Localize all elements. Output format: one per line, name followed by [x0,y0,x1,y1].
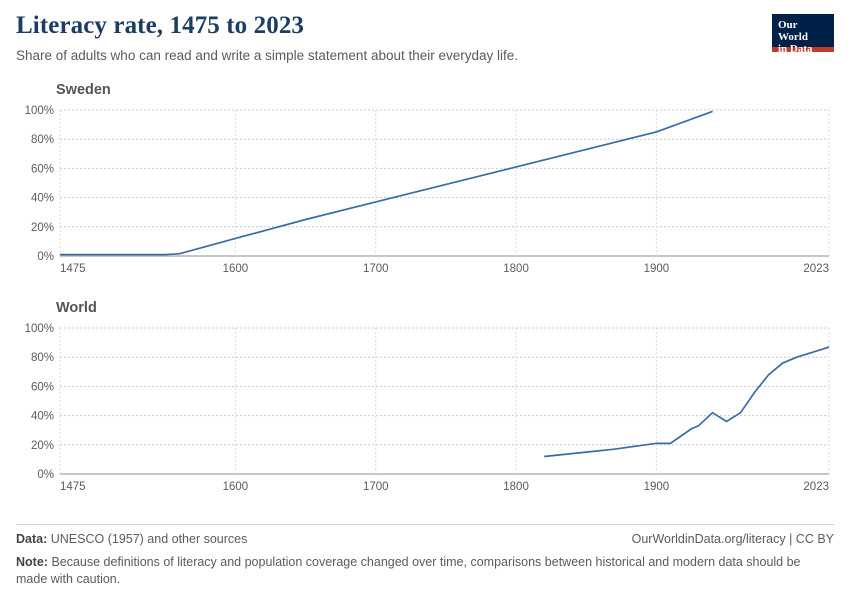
footer-divider [16,524,834,525]
plot-area-world [16,320,834,500]
x-tick-label: 1600 [222,481,249,493]
chart-header [16,12,756,64]
y-tick-label: 100% [24,105,54,117]
note-text: Because definitions of literacy and population coverage changed over time, comparisons between historical and modern data should be made with caution. [16,555,801,586]
chart-panel-sweden [16,82,834,282]
panel-title-sweden: Sweden [56,82,111,98]
y-tick-label: 40% [30,192,54,205]
y-tick-label: 40% [30,410,54,423]
plot-svg-world [16,320,834,500]
y-tick-label: 100% [24,323,54,335]
plot-svg-sweden [16,102,834,282]
x-tick-label: 1900 [643,263,670,275]
x-tick-label: 1700 [362,481,389,493]
series-line [544,347,829,456]
y-tick-label: 60% [30,163,54,176]
x-tick-label: 2023 [803,481,829,493]
y-tick-label: 80% [30,134,54,147]
chart-note [16,554,806,588]
y-tick-label: 0% [37,251,54,263]
x-tick-label: 1475 [60,263,86,275]
series-line [60,111,713,254]
y-tick-label: 0% [37,469,54,481]
plot-area-sweden [16,102,834,282]
x-tick-label: 1475 [60,481,86,493]
page-subtitle: Share of adults who can read and write a simple statement about their everyday life. [16,47,519,63]
data-source-text: UNESCO (1957) and other sources [50,532,248,546]
x-tick-label: 2023 [803,263,829,275]
note-label: Note: [16,555,48,569]
footer-source-row [16,532,834,546]
chart-panel-world [16,300,834,500]
data-source [16,532,247,546]
owid-logo[interactable] [772,14,834,55]
y-tick-label: 80% [30,352,54,365]
data-source-label: Data: [16,532,48,546]
x-tick-label: 1700 [362,263,389,275]
x-tick-label: 1600 [222,263,249,275]
chart-footer [16,524,834,588]
y-tick-label: 20% [30,221,54,234]
y-tick-label: 20% [30,439,54,452]
owid-link[interactable]: OurWorldinData.org/literacy | CC BY [631,532,834,546]
x-tick-label: 1800 [503,481,529,493]
panel-title-world: World [56,300,97,316]
page-title: Literacy rate, 1475 to 2023 [16,12,305,39]
owid-logo-line1: Our World [778,19,808,43]
x-tick-label: 1900 [643,481,670,493]
owid-logo-line2: in Data [778,43,813,55]
x-tick-label: 1800 [503,263,529,275]
y-tick-label: 60% [30,381,54,394]
